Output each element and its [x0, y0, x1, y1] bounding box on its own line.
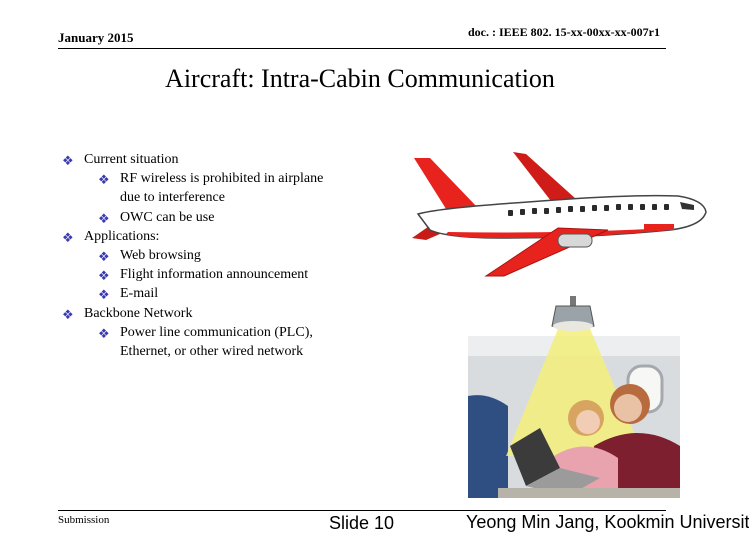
slide-title: Aircraft: Intra-Cabin Communication — [165, 64, 555, 93]
bullet-list — [62, 150, 372, 361]
bullet-marker-icon: ❖ — [98, 249, 110, 265]
bullet-text: Applications: — [84, 228, 160, 244]
bullet-continuation — [62, 342, 372, 361]
footer-author: Yeong Min Jang, Kookmin Universit — [466, 512, 749, 532]
footer-submission: Submission — [58, 514, 110, 526]
cabin-photo — [468, 296, 680, 498]
bullet-item — [62, 304, 372, 323]
sub-bullet-item — [62, 208, 372, 227]
sub-bullet-item — [62, 265, 372, 284]
bullet-text: due to interference — [120, 190, 225, 206]
bullet-marker-icon: ❖ — [98, 210, 110, 226]
bullet-text: RF wireless is prohibited in airplane — [120, 171, 324, 187]
header-date: January 2015 — [58, 30, 134, 45]
airplane-illustration — [408, 150, 710, 280]
bullet-text: Power line communication (PLC), — [120, 324, 313, 340]
footer-divider — [58, 510, 666, 511]
bullet-item — [62, 227, 372, 246]
header-doc-id: doc. : IEEE 802. 15-xx-00xx-xx-007r1 — [468, 25, 660, 39]
bullet-text: OWC can be use — [120, 209, 215, 225]
lamp-icon — [552, 296, 594, 331]
bullet-marker-icon: ❖ — [62, 153, 74, 168]
sub-bullet-item — [62, 169, 372, 188]
bullet-text: Web browsing — [120, 248, 201, 264]
bullet-marker-icon: ❖ — [98, 325, 110, 341]
sub-bullet-item — [62, 323, 372, 342]
footer-slide-number: Slide 10 — [329, 513, 395, 533]
bullet-marker-icon: ❖ — [62, 306, 74, 322]
bullet-continuation — [62, 188, 372, 207]
bullet-item — [62, 150, 372, 169]
bullet-marker-icon: ❖ — [98, 287, 110, 303]
bullet-text: Current situation — [84, 152, 179, 167]
sub-bullet-item — [62, 246, 372, 265]
bullet-text: Flight information announcement — [120, 267, 309, 283]
bullet-marker-icon: ❖ — [98, 172, 110, 188]
bullet-marker-icon: ❖ — [62, 229, 74, 245]
bullet-marker-icon: ❖ — [98, 268, 110, 284]
bullet-text: Backbone Network — [84, 305, 193, 321]
header-divider — [58, 48, 666, 49]
sub-bullet-item — [62, 284, 372, 303]
bullet-text: Ethernet, or other wired network — [120, 344, 304, 360]
bullet-text: E-mail — [120, 286, 159, 302]
